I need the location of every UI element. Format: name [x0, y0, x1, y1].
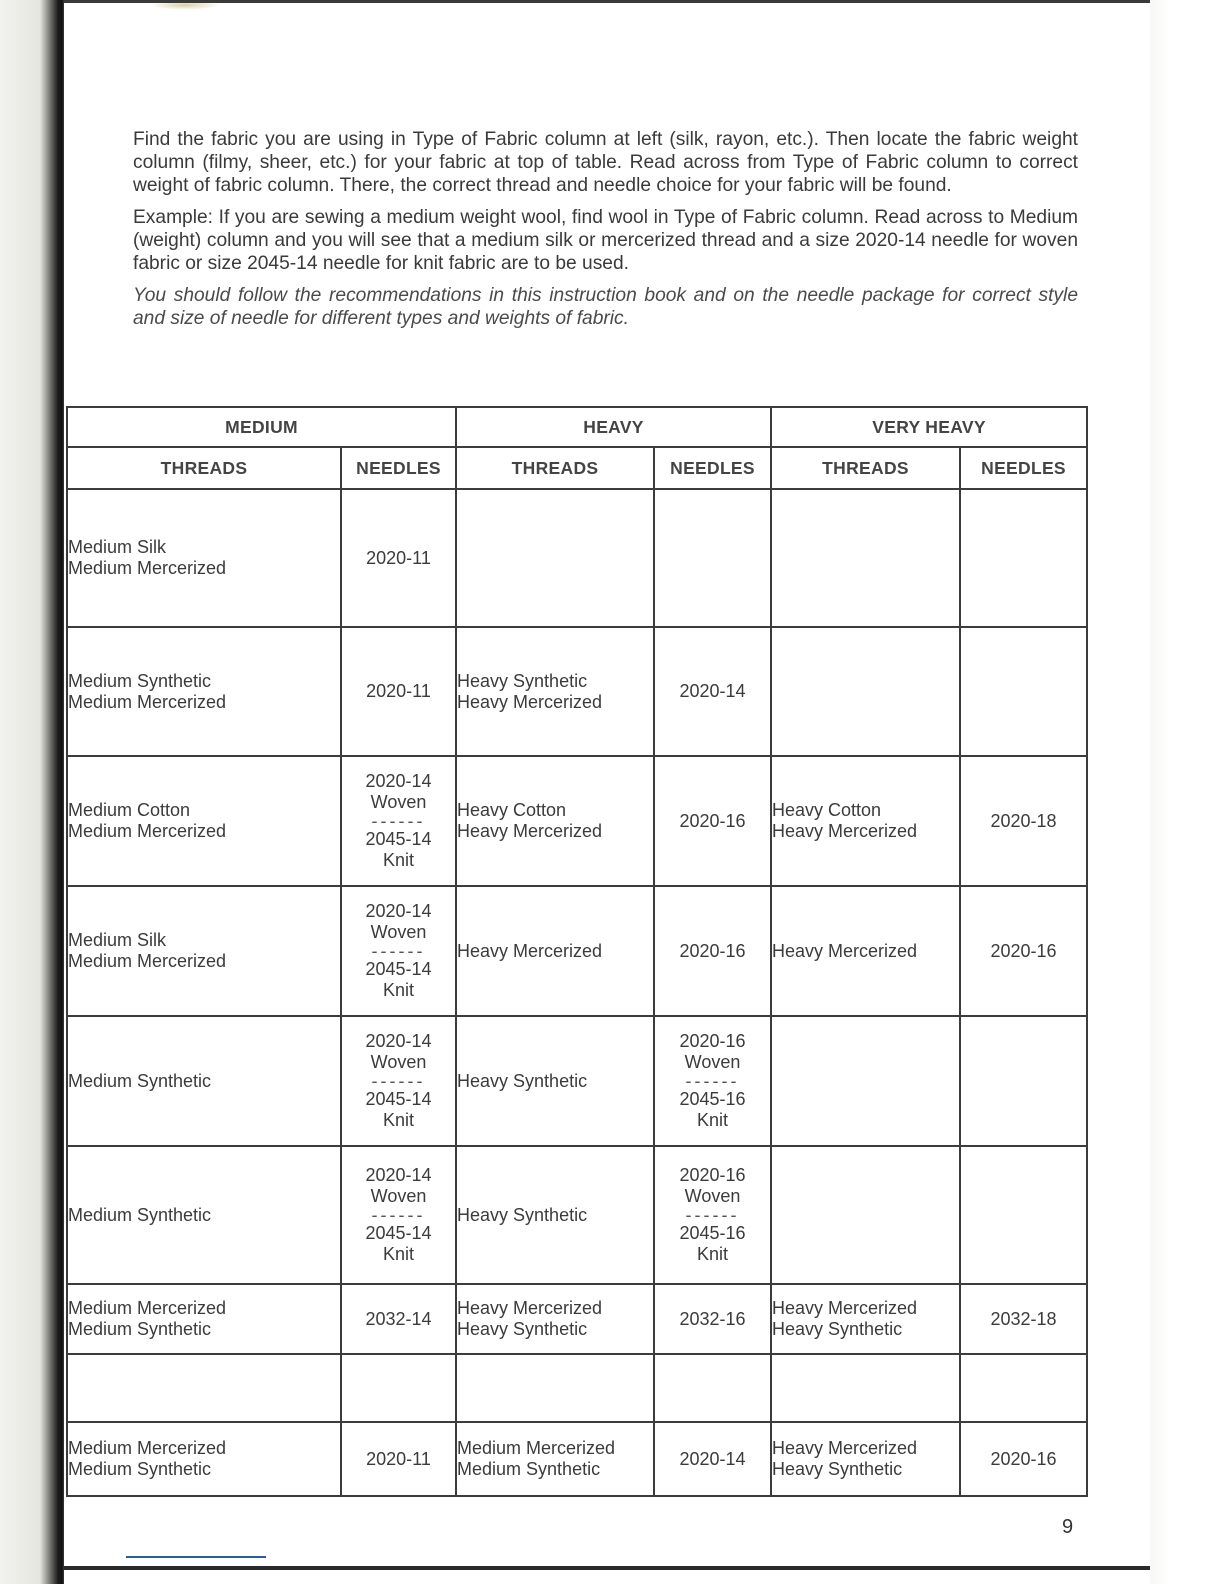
- very-heavy-needles-cell: [960, 1016, 1087, 1146]
- heavy-threads-cell: [456, 1422, 654, 1496]
- very-heavy-needles-cell: [960, 1284, 1087, 1354]
- table-row: [67, 1284, 1087, 1354]
- heavy-needles-line: 2045-16: [679, 1089, 746, 1109]
- heavy-threads-cell: [456, 1016, 654, 1146]
- very-heavy-threads-cell: [771, 1354, 960, 1422]
- medium-needles-line: Woven: [370, 1052, 427, 1072]
- weight-header-medium: MEDIUM: [67, 407, 456, 447]
- instructions-paragraph-1: Find the fabric you are using in Type of Fabric column at left (silk, rayon, etc.). Then locate the fabric weight column (filmy, sheer, etc.) for your fabric at top of table. Read across from Type of Fabric column to correct weight of fabric column. There, the correct thread and needle choice for your fabric will be found.: [133, 129, 1078, 196]
- medium-needles-cell: [341, 886, 456, 1016]
- very-heavy-threads-line: Heavy Mercerized: [772, 1438, 918, 1458]
- heavy-threads-line: Medium Synthetic: [457, 1459, 601, 1479]
- heavy-needles-cell: [654, 756, 771, 886]
- medium-threads-line: Medium Synthetic: [68, 670, 212, 691]
- heavy-threads-line: Medium Mercerized: [457, 1438, 616, 1458]
- very-heavy-threads-line: Heavy Synthetic: [772, 1319, 903, 1339]
- heavy-needles-line: Knit: [697, 1110, 729, 1130]
- medium-needles-line: Woven: [370, 1186, 427, 1206]
- heavy-needles-cell: [654, 1422, 771, 1496]
- column-header-heavy-needles: NEEDLES: [654, 447, 771, 489]
- medium-needles-line: ------: [371, 1205, 426, 1225]
- heavy-threads-line: Heavy Mercerized: [457, 691, 603, 712]
- medium-needles-line: 2020-14: [365, 1031, 432, 1051]
- medium-threads-line: Medium Silk: [68, 537, 167, 557]
- medium-needles-line: Woven: [370, 922, 427, 942]
- very-heavy-needles-line: 2020-16: [990, 940, 1057, 961]
- table-row: [67, 886, 1087, 1016]
- page-top-edge: [64, 0, 1150, 3]
- medium-threads-line: Medium Silk: [68, 930, 167, 950]
- heavy-threads-cell: [456, 1146, 654, 1284]
- very-heavy-threads-cell: [771, 1284, 960, 1354]
- very-heavy-threads-cell: [771, 489, 960, 627]
- medium-needles-line: 2020-11: [366, 681, 431, 701]
- medium-threads-line: Medium Synthetic: [68, 1459, 212, 1479]
- medium-threads-line: Medium Mercerized: [68, 1438, 227, 1458]
- medium-threads-line: Medium Mercerized: [68, 691, 227, 712]
- heavy-needles-line: ------: [685, 1205, 740, 1225]
- heavy-needles-line: 2032-16: [679, 1308, 746, 1329]
- very-heavy-threads-line: Heavy Cotton: [772, 800, 882, 820]
- medium-threads-cell: [67, 1016, 341, 1146]
- medium-threads-line: Medium Mercerized: [68, 821, 227, 841]
- medium-threads-cell: [67, 1422, 341, 1496]
- medium-threads-cell: [67, 886, 341, 1016]
- instructions-paragraph-2: Example: If you are sewing a medium weight wool, find wool in Type of Fabric column. Read across to Medium (weight) column and you will see that a medium silk or mercerized thread and a size 2020-14 needle for woven fabric or size 2045-14 needle for knit fabric are to be used.: [133, 207, 1078, 274]
- column-header-medium-threads: THREADS: [67, 447, 341, 489]
- medium-needles-line: 2045-14: [365, 959, 432, 979]
- instructions-text: [133, 128, 1078, 339]
- medium-needles-line: 2020-14: [365, 771, 432, 791]
- table-row: [67, 1146, 1087, 1284]
- heavy-threads-line: Heavy Mercerized: [457, 821, 603, 841]
- page-right-edge: [1150, 0, 1224, 1584]
- very-heavy-threads-line: Heavy Mercerized: [772, 1298, 918, 1318]
- table-row: [67, 1354, 1087, 1422]
- medium-threads-line: Medium Mercerized: [68, 558, 227, 578]
- medium-needles-cell: [341, 1016, 456, 1146]
- heavy-needles-line: 2020-14: [679, 1448, 746, 1469]
- book-spine-shadow: [0, 0, 64, 1584]
- heavy-threads-line: Heavy Mercerized: [457, 1298, 603, 1318]
- medium-threads-line: Medium Mercerized: [68, 951, 227, 971]
- medium-threads-cell: [67, 1354, 341, 1422]
- weight-header-heavy: HEAVY: [456, 407, 771, 447]
- heavy-threads-line: Heavy Synthetic: [457, 1319, 588, 1339]
- very-heavy-threads-cell: [771, 627, 960, 756]
- column-header-row: [67, 447, 1087, 489]
- very-heavy-threads-line: Heavy Mercerized: [772, 940, 918, 961]
- medium-needles-line: 2045-14: [365, 1089, 432, 1109]
- very-heavy-threads-line: Heavy Mercerized: [772, 821, 918, 841]
- heavy-needles-line: 2020-16: [679, 810, 746, 831]
- heavy-threads-cell: [456, 886, 654, 1016]
- table-row: [67, 1422, 1087, 1496]
- very-heavy-needles-cell: [960, 489, 1087, 627]
- page-number: 9: [1062, 1516, 1074, 1538]
- medium-needles-line: 2045-14: [365, 1223, 432, 1243]
- heavy-needles-line: Woven: [684, 1052, 741, 1072]
- heavy-threads-cell: [456, 1284, 654, 1354]
- very-heavy-needles-cell: [960, 627, 1087, 756]
- table-row: [67, 489, 1087, 627]
- medium-needles-line: 2020-11: [366, 1448, 431, 1469]
- heavy-threads-line: Heavy Synthetic: [457, 670, 588, 691]
- medium-needles-line: ------: [371, 811, 426, 831]
- heavy-needles-cell: [654, 1146, 771, 1284]
- heavy-threads-line: Heavy Synthetic: [457, 1070, 588, 1091]
- medium-needles-line: ------: [371, 941, 426, 961]
- heavy-threads-line: Heavy Mercerized: [457, 940, 603, 961]
- heavy-needles-line: 2045-16: [679, 1223, 746, 1243]
- heavy-needles-line: 2020-16: [679, 1165, 746, 1185]
- heavy-needles-line: Woven: [684, 1186, 741, 1206]
- medium-threads-cell: [67, 1146, 341, 1284]
- medium-needles-line: Knit: [382, 1244, 415, 1264]
- medium-needles-line: Knit: [382, 980, 415, 1000]
- medium-threads-line: Medium Mercerized: [68, 1298, 227, 1318]
- table-body: [67, 489, 1087, 1496]
- heavy-needles-cell: [654, 489, 771, 627]
- medium-threads-line: Medium Synthetic: [68, 1319, 212, 1339]
- column-header-medium-needles: NEEDLES: [341, 447, 456, 489]
- column-header-very-heavy-threads: THREADS: [771, 447, 960, 489]
- medium-needles-line: 2032-14: [365, 1308, 432, 1329]
- table-row: [67, 1016, 1087, 1146]
- medium-needles-line: Knit: [382, 1110, 415, 1130]
- heavy-needles-line: ------: [685, 1071, 740, 1091]
- medium-needles-cell: [341, 1284, 456, 1354]
- heavy-threads-line: Heavy Synthetic: [457, 1204, 588, 1225]
- very-heavy-threads-cell: [771, 756, 960, 886]
- column-header-heavy-threads: THREADS: [456, 447, 654, 489]
- heavy-threads-line: Heavy Cotton: [457, 800, 567, 820]
- table-row: [67, 756, 1087, 886]
- heavy-threads-cell: [456, 489, 654, 627]
- medium-needles-line: 2020-11: [366, 547, 431, 568]
- very-heavy-needles-cell: [960, 1422, 1087, 1496]
- heavy-threads-cell: [456, 627, 654, 756]
- medium-threads-cell: [67, 489, 341, 627]
- page-bottom-mark: [126, 1556, 266, 1558]
- medium-needles-cell: [341, 489, 456, 627]
- heavy-needles-cell: [654, 1354, 771, 1422]
- medium-needles-cell: [341, 1146, 456, 1284]
- thread-needle-table: [66, 406, 1088, 1497]
- page-bottom-edge: [64, 1566, 1150, 1570]
- very-heavy-needles-line: 2032-18: [990, 1308, 1057, 1329]
- instructions-note: You should follow the recommendations in this instruction book and on the needle package for correct style and size of needle for different types and weights of fabric.: [133, 285, 1078, 329]
- heavy-needles-line: Knit: [697, 1244, 729, 1264]
- very-heavy-needles-line: 2020-18: [990, 810, 1057, 831]
- heavy-threads-cell: [456, 1354, 654, 1422]
- very-heavy-threads-line: Heavy Synthetic: [772, 1459, 903, 1479]
- weight-header-row: [67, 407, 1087, 447]
- heavy-needles-line: 2020-16: [679, 940, 746, 961]
- very-heavy-needles-line: 2020-16: [990, 1448, 1057, 1469]
- medium-needles-cell: [341, 1354, 456, 1422]
- very-heavy-needles-cell: [960, 756, 1087, 886]
- medium-needles-line: ------: [371, 1071, 426, 1091]
- medium-needles-line: 2020-14: [365, 1165, 432, 1185]
- heavy-needles-cell: [654, 627, 771, 756]
- medium-needles-line: 2020-14: [365, 901, 432, 921]
- column-header-very-heavy-needles: NEEDLES: [960, 447, 1087, 489]
- medium-threads-line: Medium Synthetic: [68, 1070, 212, 1091]
- heavy-needles-cell: [654, 886, 771, 1016]
- weight-header-very-heavy: VERY HEAVY: [771, 407, 1087, 447]
- medium-needles-line: Knit: [382, 850, 415, 870]
- medium-needles-line: 2045-14: [365, 829, 432, 849]
- medium-threads-cell: [67, 1284, 341, 1354]
- medium-threads-line: Medium Cotton: [68, 800, 191, 820]
- very-heavy-needles-cell: [960, 1146, 1087, 1284]
- heavy-needles-line: 2020-16: [679, 1031, 746, 1051]
- very-heavy-threads-cell: [771, 1422, 960, 1496]
- medium-threads-cell: [67, 756, 341, 886]
- very-heavy-needles-cell: [960, 886, 1087, 1016]
- medium-needles-line: Woven: [370, 792, 427, 812]
- medium-needles-cell: [341, 1422, 456, 1496]
- very-heavy-threads-cell: [771, 1016, 960, 1146]
- very-heavy-threads-cell: [771, 886, 960, 1016]
- very-heavy-needles-cell: [960, 1354, 1087, 1422]
- heavy-threads-cell: [456, 756, 654, 886]
- heavy-needles-line: 2020-14: [679, 681, 746, 701]
- very-heavy-threads-cell: [771, 1146, 960, 1284]
- heavy-needles-cell: [654, 1284, 771, 1354]
- table-row: [67, 627, 1087, 756]
- medium-needles-cell: [341, 756, 456, 886]
- medium-threads-cell: [67, 627, 341, 756]
- medium-threads-line: Medium Synthetic: [68, 1204, 212, 1225]
- heavy-needles-cell: [654, 1016, 771, 1146]
- medium-needles-cell: [341, 627, 456, 756]
